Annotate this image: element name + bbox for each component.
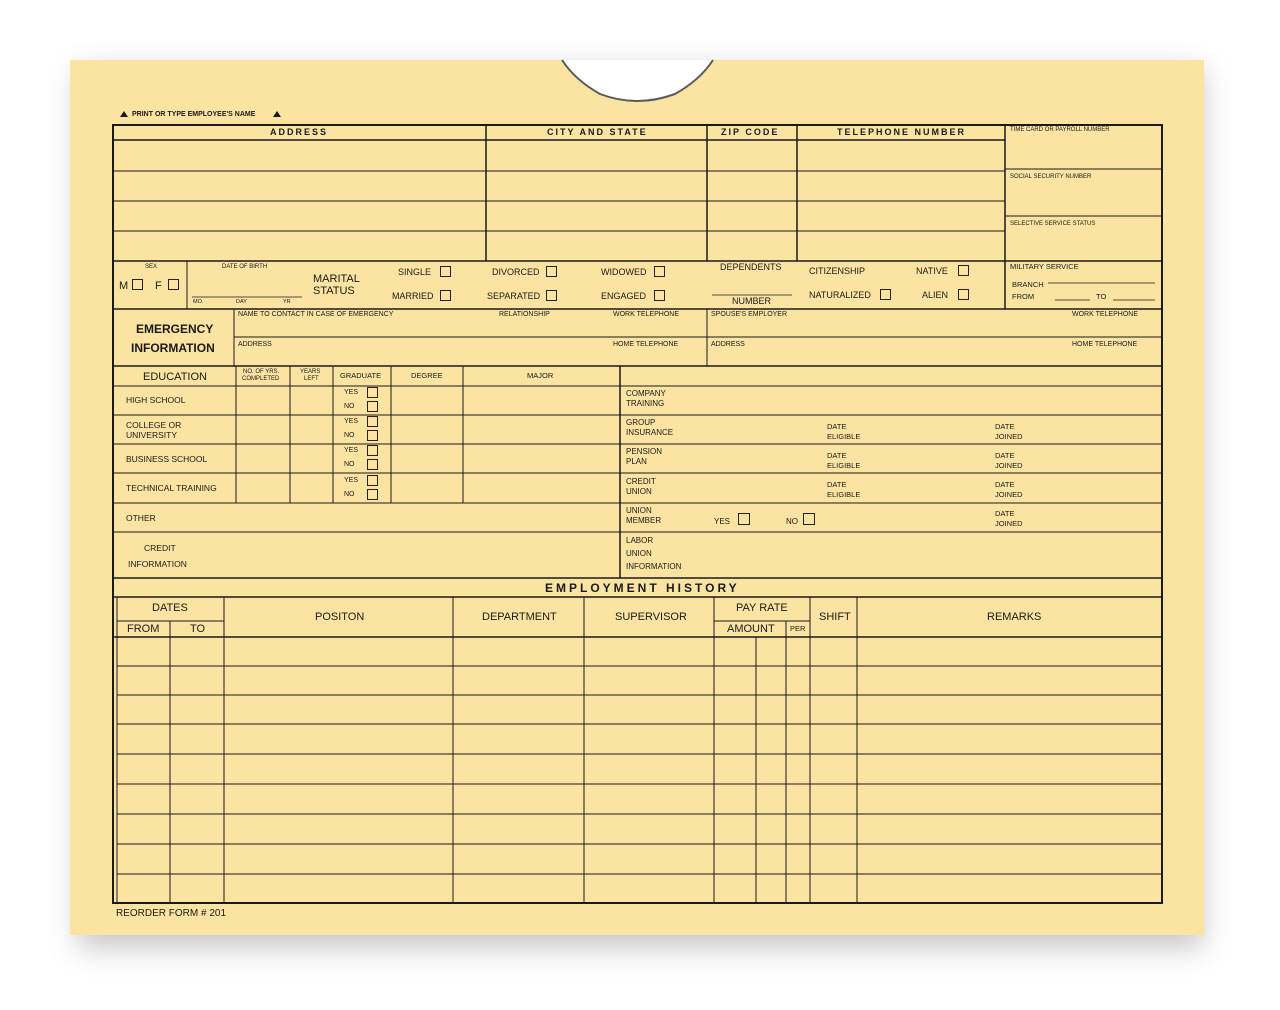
union-yes-label: YES xyxy=(714,517,731,526)
union-member-label-2: MEMBER xyxy=(626,516,662,525)
labor-union-label-1: LABOR xyxy=(626,536,654,545)
dob-label: DATE OF BIRTH xyxy=(222,264,268,270)
home-telephone-label: HOME TELEPHONE xyxy=(613,341,679,348)
emergency-address-label: ADDRESS xyxy=(238,341,272,348)
credit-label-1: CREDIT xyxy=(144,543,176,553)
divorced-checkbox[interactable] xyxy=(546,266,557,277)
union-date-label: DATE xyxy=(995,509,1015,518)
degree-label: DEGREE xyxy=(411,371,443,380)
separated-label: SEPARATED xyxy=(487,291,541,301)
college-yes-label: YES xyxy=(344,418,359,425)
dependents-number-label: NUMBER xyxy=(732,296,772,306)
sex-label: SEX xyxy=(145,264,158,270)
graduate-label: GRADUATE xyxy=(340,371,382,380)
college-label-2: UNIVERSITY xyxy=(126,430,178,440)
company-training-label-2: TRAINING xyxy=(626,399,665,408)
dependents-label: DEPENDENTS xyxy=(720,262,782,272)
credit-union-joined-date-label: DATE xyxy=(995,480,1015,489)
time-card-label: TIME CARD OR PAYROLL NUMBER xyxy=(1010,127,1110,133)
male-label: M xyxy=(119,280,129,292)
business-no-label: NO xyxy=(344,461,355,468)
pension-joined-date-label: DATE xyxy=(995,451,1015,460)
shift-header: SHIFT xyxy=(819,611,851,623)
hs-yes-label: YES xyxy=(344,389,359,396)
naturalized-label: NATURALIZED xyxy=(809,290,871,300)
native-checkbox[interactable] xyxy=(958,265,969,276)
male-checkbox[interactable] xyxy=(132,279,143,290)
married-checkbox[interactable] xyxy=(440,290,451,301)
hs-yes-checkbox[interactable] xyxy=(367,387,378,398)
business-yes-label: YES xyxy=(344,447,359,454)
department-header: DEPARTMENT xyxy=(482,611,557,623)
insurance-joined-label: JOINED xyxy=(995,432,1023,441)
pension-joined-label: JOINED xyxy=(995,461,1023,470)
native-label: NATIVE xyxy=(916,266,948,276)
alien-checkbox[interactable] xyxy=(958,289,969,300)
credit-union-joined-label: JOINED xyxy=(995,490,1023,499)
technical-yes-label: YES xyxy=(344,477,359,484)
college-no-label: NO xyxy=(344,432,355,439)
engaged-checkbox[interactable] xyxy=(654,290,665,301)
address-header: ADDRESS xyxy=(270,127,329,137)
female-label: F xyxy=(155,280,162,292)
divorced-label: DIVORCED xyxy=(492,267,540,277)
contact-name-label: NAME TO CONTACT IN CASE OF EMERGENCY xyxy=(238,311,394,318)
pay-rate-header: PAY RATE xyxy=(736,602,788,614)
branch-label: BRANCH xyxy=(1012,280,1044,289)
business-no-checkbox[interactable] xyxy=(367,459,378,470)
separated-checkbox[interactable] xyxy=(546,290,557,301)
single-label: SINGLE xyxy=(398,267,432,277)
technical-yes-checkbox[interactable] xyxy=(367,475,378,486)
insurance-joined-date-label: DATE xyxy=(995,422,1015,431)
female-checkbox[interactable] xyxy=(168,279,179,290)
work-telephone-label: WORK TELEPHONE xyxy=(613,311,679,318)
widowed-checkbox[interactable] xyxy=(654,266,665,277)
position-header: POSITON xyxy=(315,611,365,623)
yrs-completed-label-2: COMPLETED xyxy=(242,376,280,382)
selective-service-label: SELECTIVE SERVICE STATUS xyxy=(1010,221,1096,227)
union-joined-label: JOINED xyxy=(995,519,1023,528)
technical-no-checkbox[interactable] xyxy=(367,489,378,500)
business-yes-checkbox[interactable] xyxy=(367,445,378,456)
telephone-header: TELEPHONE NUMBER xyxy=(837,127,967,137)
college-no-checkbox[interactable] xyxy=(367,430,378,441)
technical-no-label: NO xyxy=(344,491,355,498)
employment-history-title: EMPLOYMENT HISTORY xyxy=(545,581,740,595)
amount-header: AMOUNT xyxy=(727,623,775,635)
single-checkbox[interactable] xyxy=(440,266,451,277)
credit-union-eligible-label: ELIGIBLE xyxy=(827,490,861,499)
hs-no-checkbox[interactable] xyxy=(367,401,378,412)
engaged-label: ENGAGED xyxy=(601,291,647,301)
pension-label-1: PENSION xyxy=(626,447,663,456)
union-no-checkbox[interactable] xyxy=(803,513,815,525)
union-no-label: NO xyxy=(786,517,798,526)
alien-label: ALIEN xyxy=(922,290,949,300)
dob-mo: MO. xyxy=(193,299,204,305)
dob-day: DAY xyxy=(236,299,247,305)
technical-training-label: TECHNICAL TRAINING xyxy=(126,483,217,493)
citizenship-label: CITIZENSHIP xyxy=(809,266,866,276)
spouse-employer-label: SPOUSE'S EMPLOYER xyxy=(711,311,788,318)
to-header: TO xyxy=(190,623,206,635)
insurance-date-label: DATE xyxy=(827,422,847,431)
spouse-work-telephone-label: WORK TELEPHONE xyxy=(1072,311,1138,318)
years-left-label-1: YEARS xyxy=(300,369,321,375)
remarks-header: REMARKS xyxy=(987,611,1042,623)
dates-header: DATES xyxy=(152,602,188,614)
company-training-label-1: COMPANY xyxy=(626,389,666,398)
labor-union-label-3: INFORMATION xyxy=(626,562,682,571)
business-school-label: BUSINESS SCHOOL xyxy=(126,454,208,464)
credit-union-label-2: UNION xyxy=(626,487,652,496)
group-insurance-label-2: INSURANCE xyxy=(626,428,674,437)
relationship-label: RELATIONSHIP xyxy=(499,311,550,318)
major-label: MAJOR xyxy=(527,371,554,380)
pension-label-2: PLAN xyxy=(626,457,647,466)
labor-union-label-2: UNION xyxy=(626,549,652,558)
union-yes-checkbox[interactable] xyxy=(738,513,750,525)
widowed-label: WIDOWED xyxy=(601,267,647,277)
years-left-label-2: LEFT xyxy=(304,376,319,382)
dob-yr: YR xyxy=(283,299,291,305)
spouse-address-label: ADDRESS xyxy=(711,341,745,348)
high-school-label: HIGH SCHOOL xyxy=(126,395,186,405)
credit-union-date-label: DATE xyxy=(827,480,847,489)
spouse-home-telephone-label: HOME TELEPHONE xyxy=(1072,341,1138,348)
insurance-eligible-label: ELIGIBLE xyxy=(827,432,861,441)
military-label: MILITARY SERVICE xyxy=(1010,262,1079,271)
per-header: PER xyxy=(790,624,806,633)
yrs-completed-label-1: NO. OF YRS. xyxy=(243,369,280,375)
group-insurance-label-1: GROUP xyxy=(626,418,656,427)
other-label: OTHER xyxy=(126,513,156,523)
military-to-label: TO xyxy=(1096,292,1107,301)
emergency-title: EMERGENCY xyxy=(136,322,214,336)
emergency-title-2: INFORMATION xyxy=(131,341,215,355)
print-instruction: PRINT OR TYPE EMPLOYEE'S NAME xyxy=(132,111,256,118)
credit-union-label-1: CREDIT xyxy=(626,477,656,486)
college-label-1: COLLEGE OR xyxy=(126,420,182,430)
from-header: FROM xyxy=(127,623,160,635)
college-yes-checkbox[interactable] xyxy=(367,416,378,427)
union-member-label-1: UNION xyxy=(626,506,652,515)
supervisor-header: SUPERVISOR xyxy=(615,611,687,623)
hs-no-label: NO xyxy=(344,403,355,410)
ssn-label: SOCIAL SECURITY NUMBER xyxy=(1010,174,1092,180)
pension-eligible-label: ELIGIBLE xyxy=(827,461,861,470)
credit-label-2: INFORMATION xyxy=(128,559,187,569)
pension-date-label: DATE xyxy=(827,451,847,460)
military-from-label: FROM xyxy=(1012,292,1035,301)
reorder-form-label: REORDER FORM # 201 xyxy=(116,908,227,919)
zip-header: ZIP CODE xyxy=(721,127,780,137)
naturalized-checkbox[interactable] xyxy=(880,289,891,300)
status-label: STATUS xyxy=(313,285,355,297)
city-state-header: CITY AND STATE xyxy=(547,127,648,137)
education-title: EDUCATION xyxy=(143,371,207,383)
married-label: MARRIED xyxy=(392,291,434,301)
marital-label: MARITAL xyxy=(313,273,360,285)
